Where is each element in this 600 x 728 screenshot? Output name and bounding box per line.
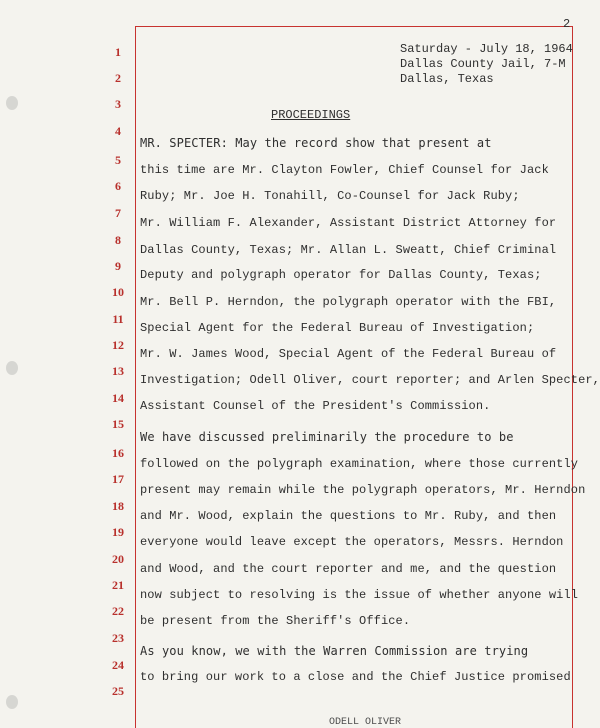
transcript-line: Ruby; Mr. Joe H. Tonahill, Co-Counsel for Jack Ruby;	[140, 189, 520, 203]
line-number: 5	[115, 153, 121, 167]
line-number: 19	[112, 525, 124, 539]
transcript-line: be present from the Sheriff's Office.	[140, 614, 411, 628]
line-number: 21	[112, 578, 124, 592]
margin-rule-top	[135, 26, 572, 27]
transcript-line: everyone would leave except the operators, Messrs. Herndon	[140, 535, 564, 549]
transcript-line: As you know, we with the Warren Commission are trying	[140, 644, 529, 658]
transcript-line: Deputy and polygraph operator for Dallas County, Texas;	[140, 268, 542, 282]
header-city: Dallas, Texas	[400, 72, 494, 86]
page-number: 2	[563, 17, 571, 31]
transcript-line: Mr. Bell P. Herndon, the polygraph operator with the FBI,	[140, 295, 557, 309]
punch-hole	[6, 96, 18, 110]
header-location: Dallas County Jail, 7-M	[400, 57, 566, 71]
transcript-line: and Mr. Wood, explain the questions to Mr. Ruby, and then	[140, 509, 557, 523]
line-number: 20	[112, 552, 124, 566]
header-date: Saturday - July 18, 1964	[400, 42, 573, 56]
line-number: 11	[112, 312, 124, 326]
line-number: 18	[112, 499, 124, 513]
transcript-line: Special Agent for the Federal Bureau of Investigation;	[140, 321, 535, 335]
line-number: 1	[115, 45, 121, 59]
line-number: 7	[115, 206, 121, 220]
line-number: 16	[112, 446, 124, 460]
transcript-line: Mr. W. James Wood, Special Agent of the Federal Bureau of	[140, 347, 557, 361]
line-number: 14	[112, 391, 124, 405]
transcript-line: followed on the polygraph examination, where those currently	[140, 457, 579, 471]
punch-hole	[6, 361, 18, 375]
margin-rule-left	[135, 26, 136, 728]
transcript-line: Dallas County, Texas; Mr. Allan L. Sweatt, Chief Criminal	[140, 243, 557, 257]
line-number: 23	[112, 631, 124, 645]
punch-hole	[6, 695, 18, 709]
line-number: 9	[115, 259, 121, 273]
line-number: 13	[112, 364, 124, 378]
line-number: 25	[112, 684, 124, 698]
line-number: 6	[115, 179, 121, 193]
line-number: 3	[115, 97, 121, 111]
transcript-line: now subject to resolving is the issue of whether anyone will	[140, 588, 579, 602]
reporter-stamp: ODELL OLIVER	[329, 717, 402, 728]
line-number: 15	[112, 417, 124, 431]
transcript-line: Investigation; Odell Oliver, court reporter; and Arlen Specter,	[140, 373, 600, 387]
transcript-line: Assistant Counsel of the President's Commission.	[140, 399, 491, 413]
transcript-line: present may remain while the polygraph operators, Mr. Herndon	[140, 483, 586, 497]
transcript-line: Mr. William F. Alexander, Assistant District Attorney for	[140, 216, 557, 230]
transcript-line: this time are Mr. Clayton Fowler, Chief Counsel for Jack	[140, 163, 549, 177]
page-title: PROCEEDINGS	[271, 108, 351, 122]
transcript-line: to bring our work to a close and the Chief Justice promised	[140, 670, 571, 684]
line-number: 10	[112, 285, 124, 299]
line-number: 17	[112, 472, 124, 486]
transcript-line: We have discussed preliminarily the procedure to be	[140, 430, 514, 444]
line-number: 2	[115, 71, 121, 85]
transcript-line: and Wood, and the court reporter and me, and the question	[140, 562, 557, 576]
line-number: 8	[115, 233, 121, 247]
transcript-line: MR. SPECTER: May the record show that present at	[140, 136, 492, 150]
line-number: 22	[112, 604, 124, 618]
line-number: 24	[112, 658, 124, 672]
line-number: 12	[112, 338, 124, 352]
line-number: 4	[115, 124, 121, 138]
